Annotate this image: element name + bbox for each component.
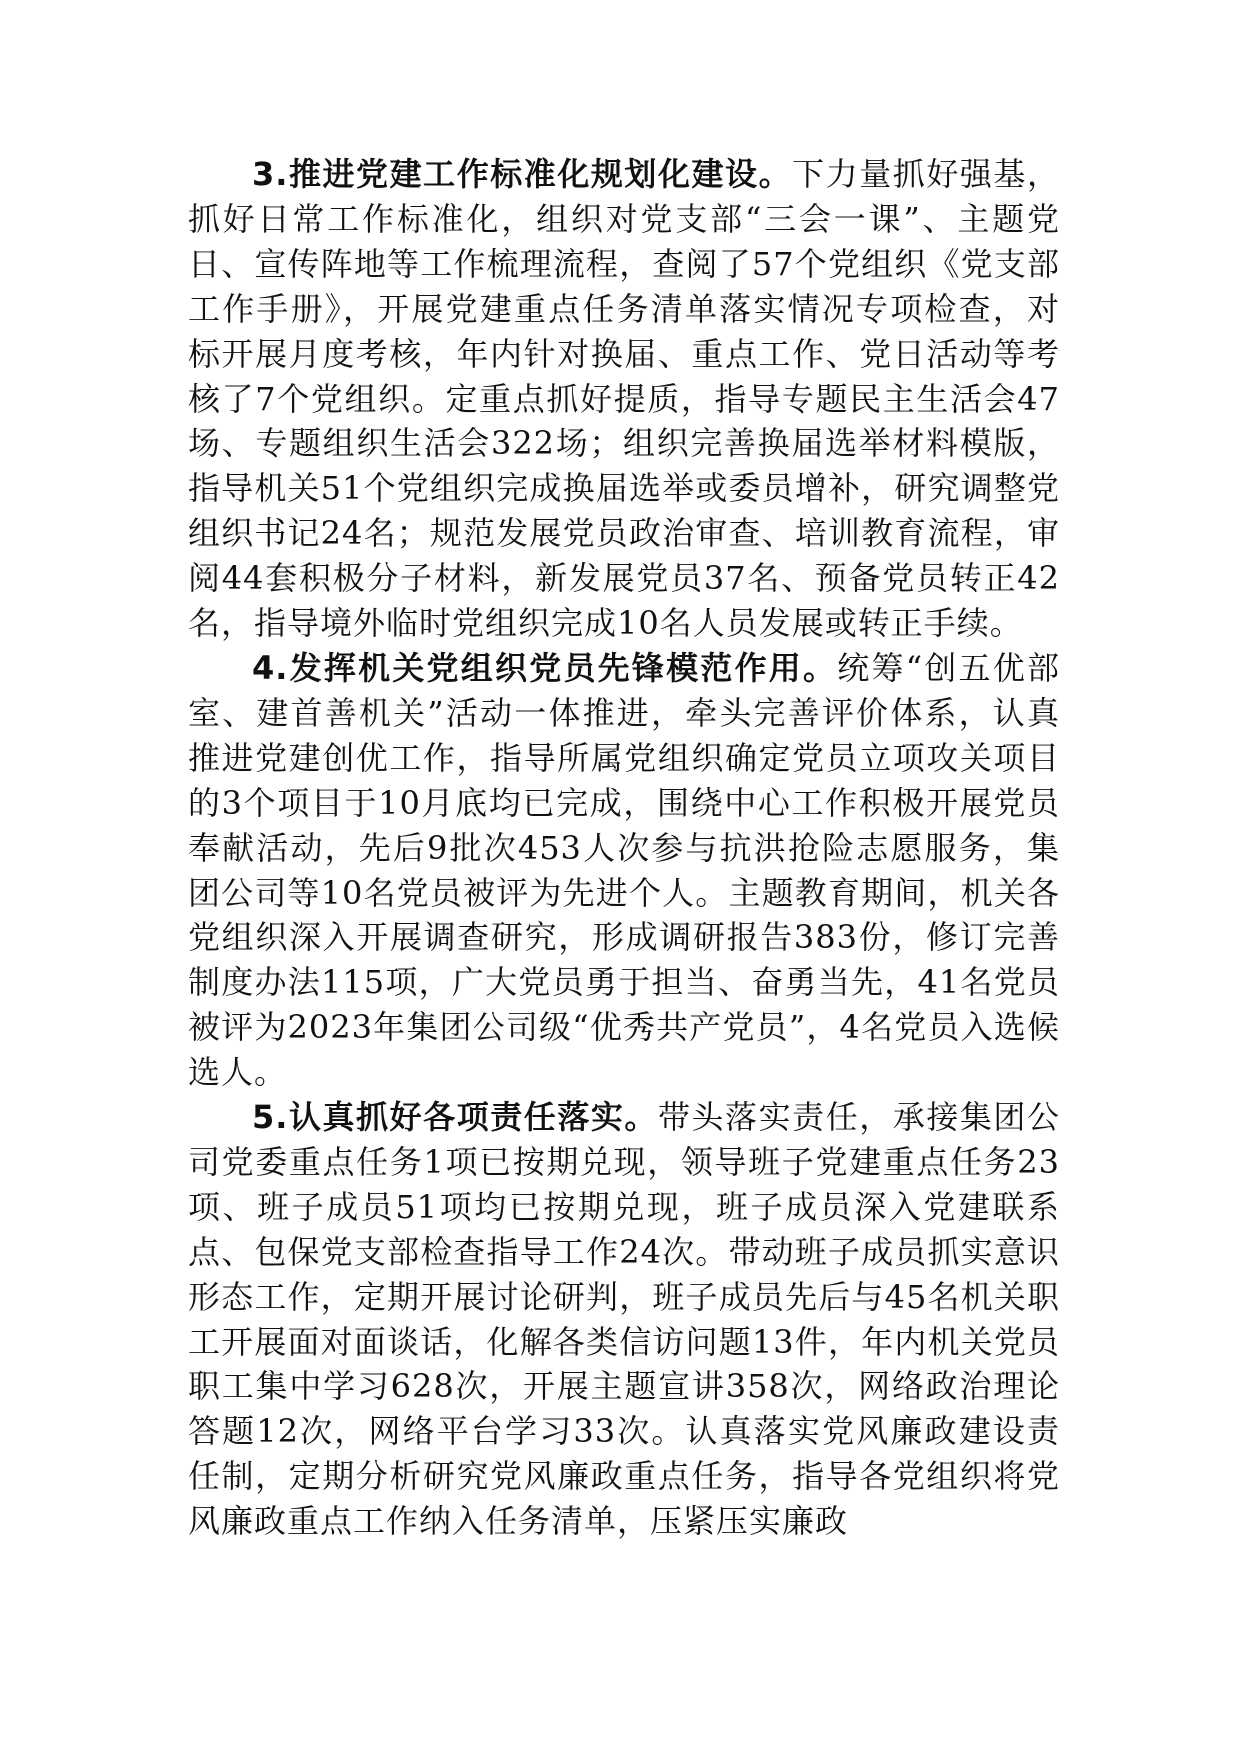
paragraph-3-heading: 3.推进党建工作标准化规划化建设。	[252, 155, 793, 193]
paragraph-4-body: 统筹“创五优部室、建首善机关”活动一体推进，牵头完善评价体系，认真推进党建创优工作，指导所属党组织确定党员立项攻关项目的3个项目于10月底均已完成，围绕中心工作积极开展党员奉献活动，先后9批次453人次参与抗洪抢险志愿服务，集团公司等10名党员被评为先进个人。主题教育期间，机关各党组织深入开展调查研究，形成调研报告383份，修订完善制度办法115项，广大党员勇于担当、奋勇当先，41名党员被评为2023年集团公司级“优秀共产党员”，4名党员入选候选人。	[188, 648, 1060, 1092]
paragraph-4-heading: 4.发挥机关党组织党员先锋模范作用。	[252, 648, 838, 687]
paragraph-3-body: 下力量抓好强基，抓好日常工作标准化，组织对党支部“三会一课”、主题党日、宣传阵地等工作梳理流程，查阅了57个党组织《党支部工作手册》，开展党建重点任务清单落实情况专项检查，对标开展月度考核，年内针对换届、重点工作、党日活动等考核了7个党组织。定重点抓好提质，指导专题民主生活会47场、专题组织生活会322场；组织完善换届选举材料模版，指导机关51个党组织完成换届选举或委员增补，研究调整党组织书记24名；规范发展党员政治审查、培训教育流程，审阅44套积极分子材料，新发展党员37名、预备党员转正42名，指导境外临时党组织完成10名人员发展或转正手续。	[188, 155, 1060, 643]
paragraph-5-body: 带头落实责任，承接集团公司党委重点任务1项已按期兑现，领导班子党建重点任务23项、班子成员51项均已按期兑现，班子成员深入党建联系点、包保党支部检查指导工作24次。带动班子成员抓实意识形态工作，定期开展讨论研判，班子成员先后与45名机关职工开展面对面谈话，化解各类信访问题13件，年内机关党员职工集中学习628次，开展主题宣讲358次，网络政治理论答题12次，网络平台学习33次。认真落实党风廉政建设责任制，定期分析研究党风廉政重点任务，指导各党组织将党风廉政重点工作纳入任务清单，压紧压实廉政	[188, 1098, 1060, 1541]
paragraph-5-heading: 5.认真抓好各项责任落实。	[252, 1098, 658, 1137]
paragraph-5	[188, 1095, 1060, 1544]
paragraph-3	[188, 152, 1060, 646]
paragraph-4	[188, 646, 1060, 1095]
document-page	[188, 152, 1060, 1544]
